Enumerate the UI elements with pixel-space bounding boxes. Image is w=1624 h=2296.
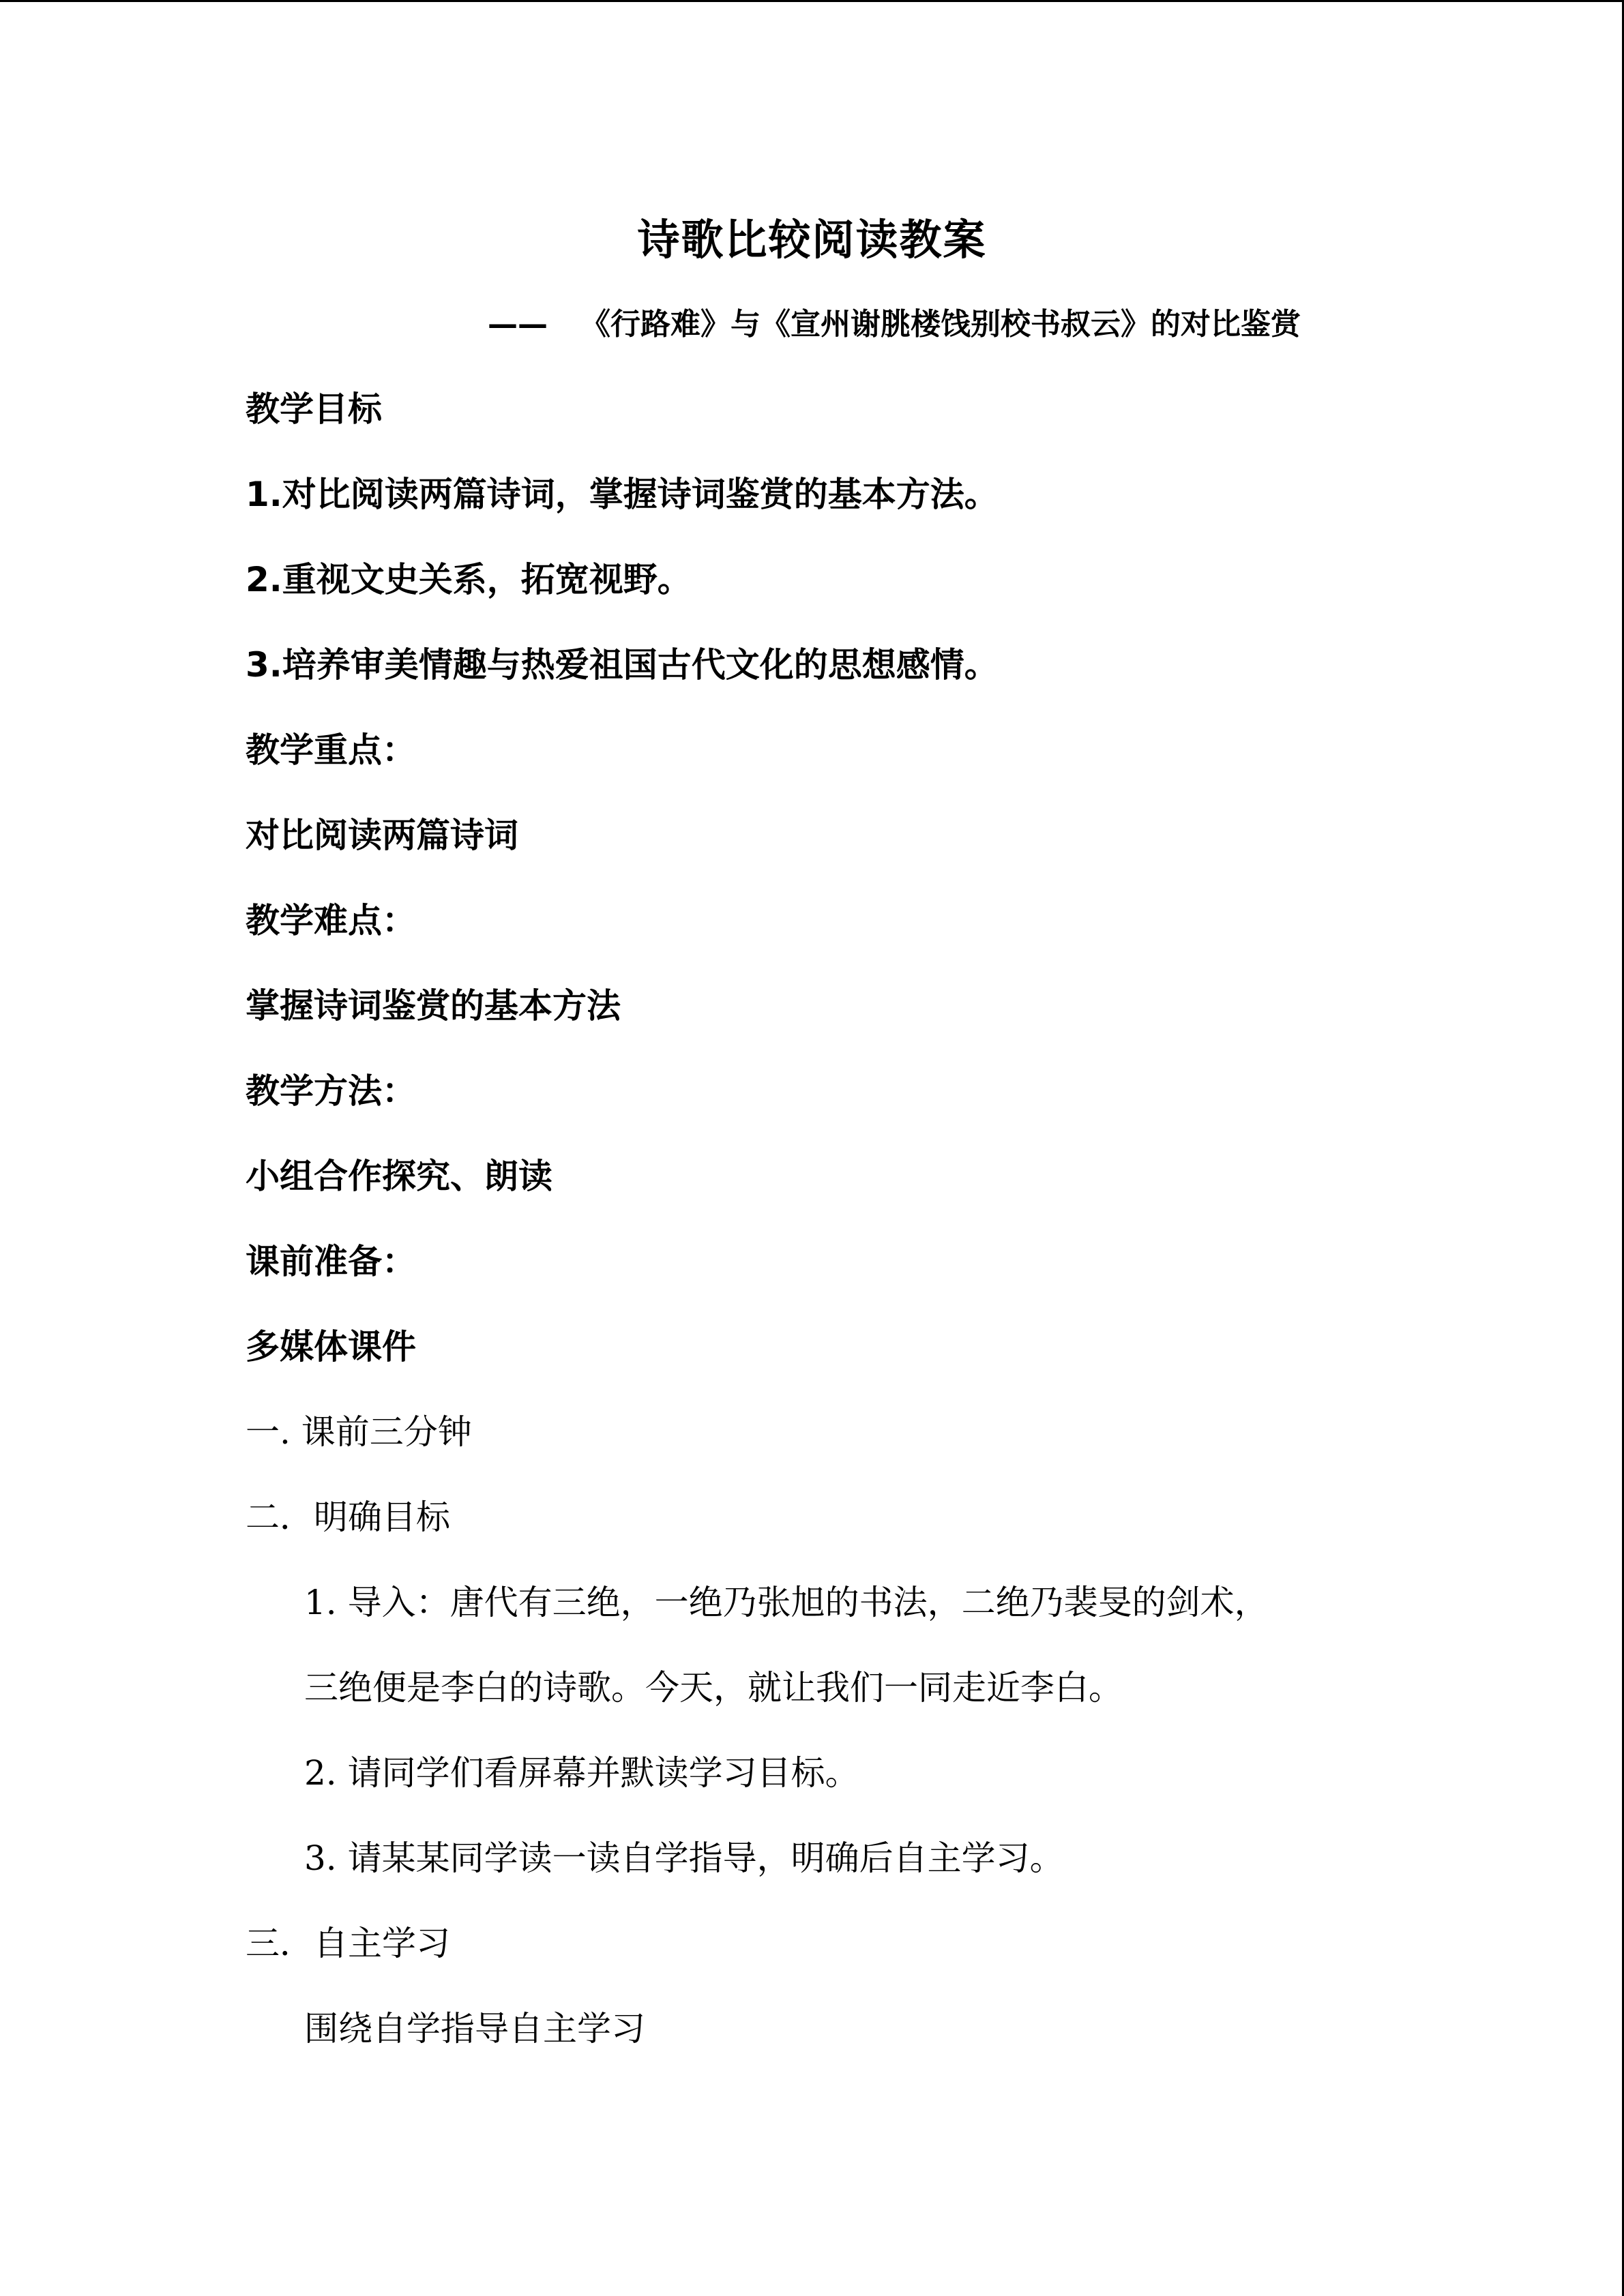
section-1-heading: 一. 课前三分钟 — [246, 1412, 472, 1452]
section-2-item-2: 2. 请同学们看屏幕并默读学习目标。 — [304, 1753, 859, 1793]
section-3-heading: 三．自主学习 — [246, 1924, 450, 1963]
method-text: 小组合作探究、朗读 — [246, 1157, 552, 1196]
difficulty-text: 掌握诗词鉴赏的基本方法 — [246, 986, 621, 1026]
subtitle-text: 《行路难》与《宣州谢朓楼饯别校书叔云》的对比鉴赏 — [580, 307, 1301, 342]
key-point-text: 对比阅读两篇诗词 — [246, 816, 518, 855]
document-subtitle — [488, 303, 1301, 346]
key-point-heading: 教学重点： — [246, 730, 416, 770]
section-2-item-1-continued: 三绝便是李白的诗歌。今天，就让我们一同走近李白。 — [304, 1668, 1123, 1708]
objectives-heading: 教学目标 — [246, 389, 382, 429]
section-2-item-1: 1. 导入：唐代有三绝，一绝乃张旭的书法，二绝乃裴旻的剑术， — [304, 1583, 1269, 1622]
method-heading: 教学方法： — [246, 1071, 416, 1111]
subtitle-dash: —— — [488, 307, 548, 342]
document-title: 诗歌比较阅读教案 — [637, 215, 987, 265]
prep-heading: 课前准备： — [246, 1242, 416, 1281]
section-2-heading: 二．明确目标 — [246, 1497, 450, 1537]
section-3-text: 围绕自学指导自主学习 — [304, 2009, 645, 2048]
prep-text: 多媒体课件 — [246, 1327, 416, 1367]
objective-item-2: 2.重视文史关系，拓宽视野。 — [246, 560, 692, 599]
objective-item-3: 3.培养审美情趣与热爱祖国古代文化的思想感情。 — [246, 645, 999, 685]
difficulty-heading: 教学难点： — [246, 901, 416, 940]
section-2-item-3: 3. 请某某同学读一读自学指导，明确后自主学习。 — [304, 1838, 1064, 1878]
objective-item-1: 1.对比阅读两篇诗词，掌握诗词鉴赏的基本方法。 — [246, 475, 999, 514]
